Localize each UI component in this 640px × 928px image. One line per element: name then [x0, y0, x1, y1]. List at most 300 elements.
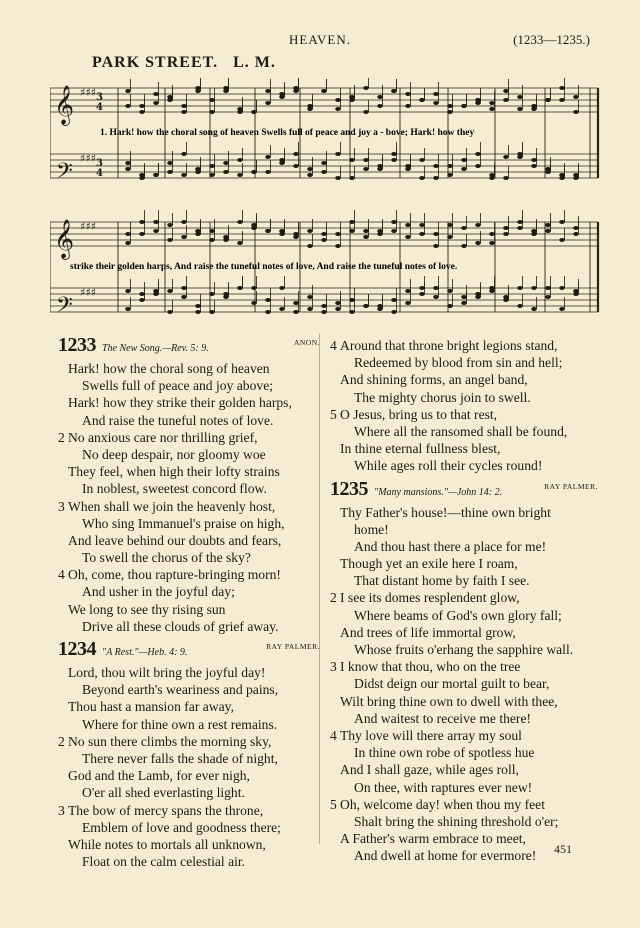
note-head [209, 310, 215, 314]
note-head [265, 155, 271, 159]
note-head [531, 164, 537, 168]
verse-line [58, 583, 320, 600]
note-head [195, 86, 201, 90]
note-head [167, 289, 173, 293]
verse-text: They feel, when high their lofty strains [68, 464, 280, 480]
note-head [475, 152, 481, 156]
note-head [559, 86, 565, 90]
verse-number: 3 [58, 498, 65, 514]
verse-line [58, 601, 320, 618]
note-head [349, 176, 355, 180]
note-head [265, 229, 271, 233]
note-head [545, 229, 551, 233]
verse-text: To swell the chorus of the sky? [82, 550, 251, 566]
note-head [405, 301, 411, 305]
note-head [321, 89, 327, 93]
music-notes [125, 78, 579, 314]
note-head [237, 173, 243, 177]
verse-line [330, 675, 598, 692]
verse-line [330, 779, 598, 796]
time-signature: 4 [96, 168, 103, 179]
note-head [181, 110, 187, 114]
verse-line [58, 664, 320, 681]
hymn-author: ANON. [293, 338, 320, 347]
note-head [307, 107, 313, 111]
note-head [237, 286, 243, 290]
time-signature: 4 [96, 102, 103, 113]
right-column [330, 337, 598, 864]
verse-text: Didst deign our mortal guilt to bear, [354, 676, 550, 692]
verse-line [330, 607, 598, 624]
note-head [265, 170, 271, 174]
note-head [153, 92, 159, 96]
note-head [153, 292, 159, 296]
note-head [181, 152, 187, 156]
note-head [433, 232, 439, 236]
note-head [405, 289, 411, 293]
note-head [363, 86, 369, 90]
verse-number: 4 [330, 338, 337, 353]
verse-text: And thou hast there a place for me! [354, 538, 547, 554]
note-head [489, 107, 495, 111]
verse-line [330, 658, 598, 675]
key-signature: ♯♯♯ [80, 286, 96, 299]
verse-line [330, 727, 598, 744]
note-head [419, 232, 425, 236]
note-head [405, 92, 411, 96]
note-head [349, 298, 355, 302]
note-head [545, 170, 551, 174]
verse-line [330, 624, 598, 641]
note-head [363, 110, 369, 114]
note-head [223, 86, 229, 90]
verse-text: There never falls the shade of night, [82, 750, 278, 766]
verse-line [330, 744, 598, 761]
note-head [405, 164, 411, 168]
verse-text: When shall we join the heavenly host, [68, 498, 276, 514]
note-head [279, 286, 285, 290]
verse-number: 4 [58, 567, 65, 583]
verse-line [58, 819, 320, 836]
verse-line [330, 813, 598, 830]
note-head [391, 89, 397, 93]
verse-text: And shining forms, an angel band, [340, 372, 528, 388]
verse-text: Thou hast a mansion far away, [68, 699, 234, 715]
tune-title [92, 54, 276, 72]
note-head [363, 229, 369, 233]
note-head [321, 238, 327, 242]
verse-line [58, 784, 320, 801]
note-head [153, 220, 159, 224]
verse-line [58, 566, 320, 583]
verse-line [58, 750, 320, 767]
key-signature: ♯♯♯ [80, 86, 96, 99]
note-head [573, 95, 579, 99]
verse-text: The mighty chorus join to swell. [354, 389, 531, 405]
verse-text: No deep despair, nor gloomy woe [82, 446, 266, 462]
note-head [195, 229, 201, 233]
verse-text: I see its domes resplendent glow, [340, 590, 520, 606]
note-head [517, 304, 523, 308]
note-head [517, 226, 523, 230]
verse-line [330, 371, 598, 388]
verse-text: On thee, with raptures ever new! [354, 779, 533, 795]
note-head [307, 229, 313, 233]
verse-line [58, 767, 320, 784]
note-head [419, 292, 425, 296]
hymn-source: "Many mansions."—John 14: 2. [374, 486, 503, 498]
note-head [223, 170, 229, 174]
note-head [307, 307, 313, 311]
note-head [209, 229, 215, 233]
verse-text: Wilt bring thine own to dwell with thee, [340, 693, 558, 709]
verse-text: Who sing Immanuel's praise on high, [82, 515, 285, 531]
note-head [363, 235, 369, 239]
note-head [475, 241, 481, 245]
hymn-source: "A Rest."—Heb. 4: 9. [102, 647, 188, 658]
note-head [293, 152, 299, 156]
note-head [349, 95, 355, 99]
note-head [405, 223, 411, 227]
verse-text: In noblest, sweetest concord flow. [82, 481, 267, 497]
note-head [223, 161, 229, 165]
note-head [433, 295, 439, 299]
note-head [349, 310, 355, 314]
hymn-header [58, 638, 320, 664]
note-head [447, 304, 453, 308]
verse-text: Whose fruits o'erhang the sapphire wall. [354, 642, 574, 657]
note-head [321, 304, 327, 308]
left-column [58, 334, 320, 870]
hymn-number: 1233 [58, 334, 96, 356]
note-head [559, 238, 565, 242]
verse-line [58, 532, 320, 549]
verse-line [330, 504, 598, 521]
verse-line [330, 555, 598, 572]
note-head [531, 107, 537, 111]
verse-line [58, 549, 320, 566]
verse-line [58, 360, 320, 377]
note-head [251, 110, 257, 114]
verse-line [330, 457, 598, 474]
verse-text: Shalt bring the shining threshold o'er; [354, 813, 559, 829]
note-head [125, 232, 131, 236]
note-head [209, 292, 215, 296]
note-head [503, 226, 509, 230]
verse-text: And leave behind our doubts and fears, [68, 532, 282, 548]
verse-number: 4 [330, 727, 337, 743]
verse-line [330, 406, 598, 423]
note-head [447, 104, 453, 108]
verse-text: A Father's warm embrace to meet, [340, 831, 526, 847]
note-head [419, 286, 425, 290]
lyric-line-1: 1. Hark! how the choral song of heaven Swells full of peace and joy a - bove; Hark! how they [100, 128, 475, 138]
verse-text: And usher in the joyful day; [82, 584, 235, 600]
note-head [489, 289, 495, 293]
verse-line [330, 337, 598, 354]
note-head [573, 232, 579, 236]
key-signature: ♯♯♯ [80, 220, 96, 233]
verse-text: Oh, welcome day! when thou my feet [340, 796, 545, 812]
note-head [293, 86, 299, 90]
note-head [377, 167, 383, 171]
note-head [265, 298, 271, 302]
note-head [475, 223, 481, 227]
note-head [335, 176, 341, 180]
note-head [307, 173, 313, 177]
note-head [139, 232, 145, 236]
note-head [531, 158, 537, 162]
verse-line [330, 572, 598, 589]
verse-text: Swells full of peace and joy above; [82, 378, 274, 394]
note-head [433, 244, 439, 248]
note-head [335, 98, 341, 102]
verse-number: 5 [330, 796, 337, 812]
verse-text: While ages roll their cycles round! [354, 458, 543, 474]
note-head [307, 244, 313, 248]
note-head [559, 220, 565, 224]
note-head [153, 173, 159, 177]
verse-text: Beyond earth's weariness and pains, [82, 682, 279, 698]
note-head [377, 104, 383, 108]
hymn-range: (1233—1235.) [513, 32, 590, 47]
note-head [223, 295, 229, 299]
note-head [279, 229, 285, 233]
note-head [153, 229, 159, 233]
note-head [503, 89, 509, 93]
note-head [545, 223, 551, 227]
note-head [433, 176, 439, 180]
verse-text: O Jesus, bring us to that rest, [340, 406, 498, 422]
verse-text: God and the Lamb, for ever nigh, [68, 768, 250, 784]
verse-line [58, 836, 320, 853]
verse-text: Around that throne bright legions stand, [340, 338, 558, 353]
note-head [293, 164, 299, 168]
note-head [545, 295, 551, 299]
note-head [433, 286, 439, 290]
note-head [377, 229, 383, 233]
verse-text: We long to see thy rising sun [68, 601, 226, 617]
note-head [433, 92, 439, 96]
verse-line [330, 693, 598, 710]
note-head [195, 310, 201, 314]
note-head [475, 164, 481, 168]
note-head [139, 220, 145, 224]
verse-line [58, 480, 320, 497]
note-head [433, 101, 439, 105]
verse-text: Hark! how the choral song of heaven [68, 361, 270, 376]
verse-line [330, 641, 598, 658]
note-head [209, 173, 215, 177]
note-head [461, 226, 467, 230]
bass-clef-icon: 𝄢 [56, 159, 73, 189]
verse-text: Where for thine own a rest remains. [82, 716, 278, 732]
note-head [503, 176, 509, 180]
note-head [251, 226, 257, 230]
treble-clef-icon: 𝄞 [54, 85, 75, 125]
note-head [419, 158, 425, 162]
note-head [559, 98, 565, 102]
note-head [139, 104, 145, 108]
note-head [391, 298, 397, 302]
note-head [209, 164, 215, 168]
note-head [517, 107, 523, 111]
note-head [251, 301, 257, 305]
verse-text: Emblem of love and goodness there; [82, 819, 281, 835]
note-head [559, 307, 565, 311]
note-head [405, 235, 411, 239]
note-head [335, 152, 341, 156]
note-head [349, 220, 355, 224]
note-head [209, 98, 215, 102]
note-head [265, 89, 271, 93]
verse-text: Thy Father's house!—thine own bright [340, 504, 551, 520]
note-head [335, 232, 341, 236]
verse-text: Oh, come, thou rapture-bringing morn! [68, 567, 281, 583]
note-head [405, 104, 411, 108]
note-head [363, 167, 369, 171]
verse-line [330, 710, 598, 727]
key-signature: ♯♯♯ [80, 152, 96, 165]
verse-line [58, 515, 320, 532]
note-head [167, 310, 173, 314]
note-head [181, 220, 187, 224]
verse-line [58, 618, 320, 635]
note-head [279, 307, 285, 311]
note-head [531, 232, 537, 236]
note-head [363, 158, 369, 162]
note-head [503, 98, 509, 102]
verse-text: Redeemed by blood from sin and hell; [354, 355, 563, 371]
note-head [251, 170, 257, 174]
verse-line [330, 521, 598, 538]
note-head [237, 220, 243, 224]
note-head [391, 152, 397, 156]
note-head [335, 301, 341, 305]
note-head [489, 241, 495, 245]
note-head [181, 286, 187, 290]
verse-line [330, 538, 598, 555]
verse-text: In thine eternal fullness blest, [340, 441, 501, 457]
verse-line [330, 796, 598, 813]
verse-text: Though yet an exile here I roam, [340, 556, 518, 572]
time-signature: 3 [96, 158, 103, 169]
verse-line [58, 853, 320, 870]
note-head [503, 298, 509, 302]
hymn-number: 1235 [330, 477, 368, 500]
note-head [125, 104, 131, 108]
note-head [251, 286, 257, 290]
verse-number: 2 [58, 429, 65, 445]
note-head [223, 235, 229, 239]
note-head [391, 220, 397, 224]
verse-text: Lord, thou wilt bring the joyful day! [68, 665, 266, 680]
lyric-line-2: strike their golden harps, And raise the tuneful notes of love, And raise the tuneful notes of love. [70, 262, 458, 272]
verse-line [330, 761, 598, 778]
note-head [335, 244, 341, 248]
note-head [461, 301, 467, 305]
note-head [181, 104, 187, 108]
note-head [139, 173, 145, 177]
verse-line [330, 589, 598, 606]
note-head [279, 158, 285, 162]
note-head [419, 223, 425, 227]
note-head [517, 152, 523, 156]
sheet-music [50, 78, 600, 328]
note-head [125, 241, 131, 245]
verse-number: 2 [330, 590, 337, 606]
note-head [181, 235, 187, 239]
note-head [377, 304, 383, 308]
note-head [419, 98, 425, 102]
verse-text: That distant home by faith I see. [354, 573, 530, 589]
note-head [293, 310, 299, 314]
note-head [461, 104, 467, 108]
note-head [293, 232, 299, 236]
note-head [125, 307, 131, 311]
clefs [54, 85, 103, 323]
note-head [181, 295, 187, 299]
note-head [167, 170, 173, 174]
note-head [153, 101, 159, 105]
note-head [475, 295, 481, 299]
verse-text: Where all the ransomed shall be found, [354, 423, 568, 439]
note-head [237, 241, 243, 245]
verse-text: I know that thou, who on the tree [340, 659, 521, 675]
note-head [573, 289, 579, 293]
hymn-header [330, 477, 598, 504]
note-head [447, 164, 453, 168]
hymn-author: RAY PALMER. [266, 642, 320, 651]
note-head [237, 110, 243, 114]
note-head [573, 110, 579, 114]
verse-line [330, 423, 598, 440]
note-head [517, 220, 523, 224]
note-head [419, 176, 425, 180]
verse-number: 5 [330, 406, 337, 422]
note-head [363, 304, 369, 308]
note-head [461, 158, 467, 162]
verse-number: 2 [58, 733, 65, 749]
verse-text: And I shall gaze, while ages roll, [340, 762, 519, 778]
tune-meter: L. M. [233, 54, 276, 71]
note-head [489, 101, 495, 105]
verse-line [58, 446, 320, 463]
note-head [335, 307, 341, 311]
note-head [321, 170, 327, 174]
note-head [517, 286, 523, 290]
note-head [377, 95, 383, 99]
note-head [447, 223, 453, 227]
note-head [139, 298, 145, 302]
note-head [391, 229, 397, 233]
verse-line [330, 354, 598, 371]
verse-text: In thine own robe of spotless hue [354, 745, 535, 761]
note-head [167, 161, 173, 165]
note-head [573, 226, 579, 230]
note-head [447, 235, 453, 239]
verse-line [58, 394, 320, 411]
note-head [209, 238, 215, 242]
note-head [321, 310, 327, 314]
verse-line [58, 802, 320, 819]
note-head [531, 286, 537, 290]
note-head [237, 158, 243, 162]
verse-text: Where beams of God's own glory fall; [354, 607, 562, 623]
bass-clef-icon: 𝄢 [56, 293, 73, 323]
note-head [447, 110, 453, 114]
note-head [461, 244, 467, 248]
